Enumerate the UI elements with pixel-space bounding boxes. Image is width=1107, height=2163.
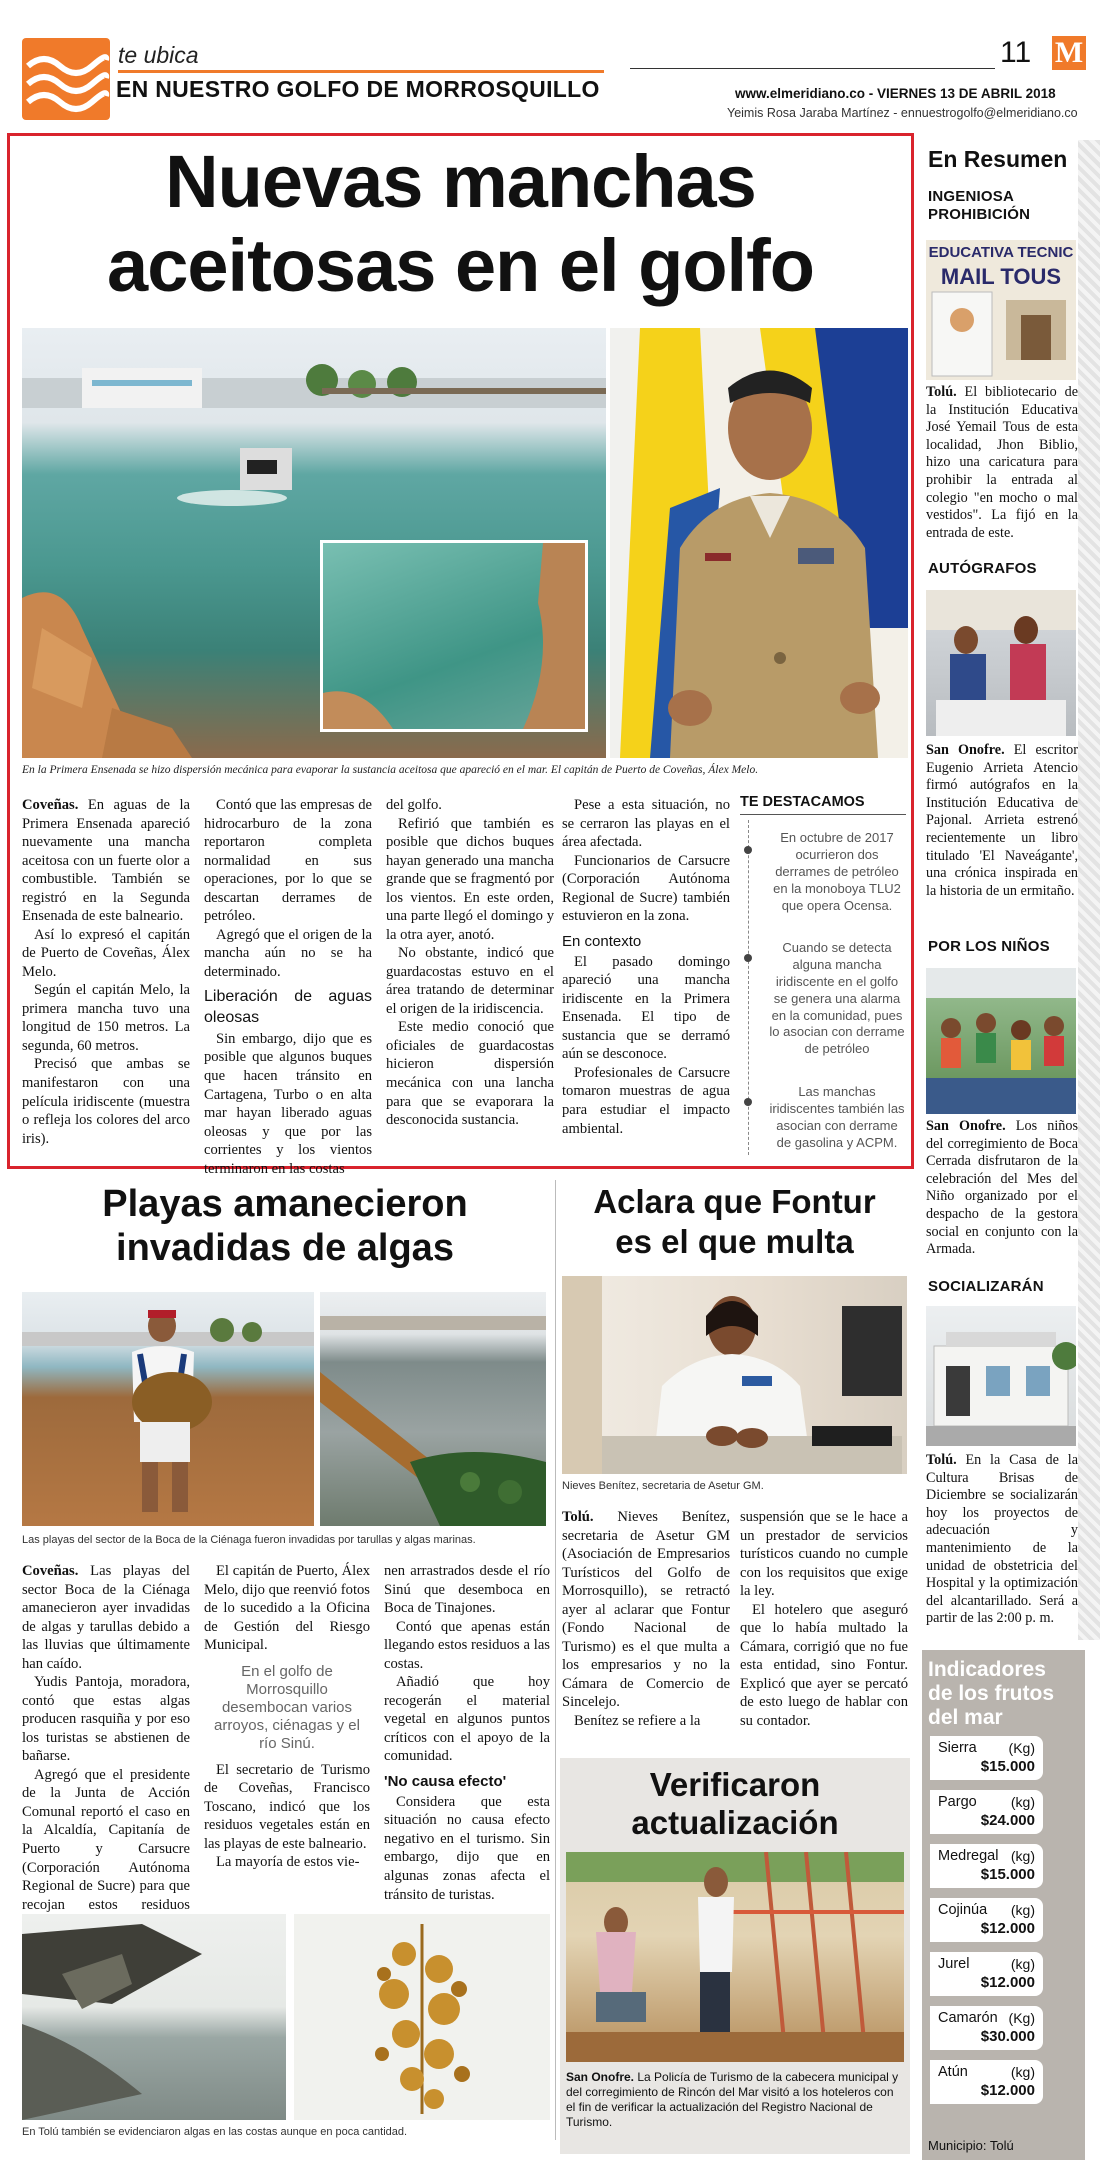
price-unit: (kg) bbox=[1010, 1956, 1035, 1972]
prices-title-line: Indicadores bbox=[928, 1658, 1046, 1681]
sidebar-item-heading bbox=[928, 188, 1030, 224]
paragraph: Refirió que también es posible que dichos buques hayan generado una mancha grande que se fragmentó por los vientos. En este orden, una parte llegó el domingo y la otra ayer, anotó. bbox=[386, 815, 554, 943]
paragraph: Este medio conoció que oficiales de guardacostas hicieron dispersión mecánica con una lancha para que se evaporara la desconocida sustancia. bbox=[386, 1019, 554, 1129]
sidebar-item-text bbox=[926, 384, 1078, 542]
pull-quote: En el golfo de Morrosquillo desembocan varios arroyos, ciénagas y el río Sinú. bbox=[214, 1662, 360, 1752]
sidebar-photo-children bbox=[926, 968, 1076, 1114]
subheading: 'No causa efecto' bbox=[384, 1772, 507, 1790]
subheading: Liberación de aguas oleosas bbox=[204, 988, 372, 1026]
price-row bbox=[930, 2060, 1043, 2104]
paragraph: Profesionales de Carsucre tomaron muestras de agua para estudiar el impacto ambiental. bbox=[562, 1064, 730, 1137]
price-row bbox=[930, 1790, 1043, 1834]
highlight-text: En octubre de 2017 ocurrieron dos derrames de petróleo en la monoboya TLU2 que opera Ocensa. bbox=[773, 830, 901, 913]
fontur-headline-line-1: Aclara que Fontur bbox=[593, 1183, 876, 1220]
paragraph: El hotelero que aseguró que lo había multado la Cámara, corrigió que no fue esta entidad, sino Fontur. Explicó que ayer se percató de esto luego de hablar con su contador. bbox=[740, 1601, 908, 1729]
price-value: $15.000 bbox=[980, 1866, 1035, 1883]
paragraph: Contó que las empresas de hidrocarburo de la zona reportaron completa normalidad en sus operaciones, por lo que se descartan derrames de petróleo. bbox=[204, 797, 372, 925]
dateline: Tolú. bbox=[926, 384, 957, 400]
sidebar-item-text bbox=[926, 1118, 1078, 1259]
sidebar-title: En Resumen bbox=[928, 146, 1068, 172]
price-name: Pargo bbox=[938, 1794, 977, 1810]
price-unit: (Kg) bbox=[1008, 2010, 1035, 2026]
algas-photo-shore bbox=[320, 1292, 546, 1526]
sidebar-heading-line: INGENIOSA bbox=[928, 188, 1014, 205]
sidebar-item-text bbox=[926, 1452, 1078, 1628]
dateline: Coveñas. bbox=[22, 797, 79, 813]
dateline: San Onofre. bbox=[926, 742, 1005, 758]
price-name: Sierra bbox=[938, 1740, 977, 1756]
highlights-box bbox=[740, 794, 906, 1162]
page-number: 11 bbox=[1000, 36, 1032, 69]
main-column-2 bbox=[204, 796, 372, 1178]
paragraph: nen arrastrados desde el río Sinú que desemboca en Boca de Tinajones. bbox=[384, 1563, 550, 1617]
paragraph: Pese a esta situación, no se cerraron las playas en el área afectada. bbox=[562, 797, 730, 851]
fontur-headline-line-2: es el que multa bbox=[615, 1223, 854, 1260]
price-row bbox=[930, 2006, 1043, 2050]
price-value: $30.000 bbox=[980, 2028, 1035, 2045]
algas-column-1 bbox=[22, 1562, 190, 1933]
fontur-headline bbox=[562, 1182, 907, 1262]
price-value: $12.000 bbox=[980, 1920, 1035, 1937]
algas-column-2 bbox=[204, 1562, 370, 1872]
paragraph: Las playas del sector Boca de la Ciénaga amanecieron ayer invadidas de algas y tarullas debido a las lluvias que últimamente han caído. bbox=[22, 1563, 190, 1672]
municipality-label: Municipio: Tolú bbox=[928, 2138, 1014, 2153]
main-photo-caption: En la Primera Ensenada se hizo dispersión mecánica para evaporar la sustancia aceitosa que apareció en el mar. El capitán de Puerto de Coveñas, Álex Melo. bbox=[22, 764, 759, 776]
price-row bbox=[930, 1844, 1043, 1888]
beach-photo bbox=[22, 328, 606, 758]
price-value: $12.000 bbox=[980, 2082, 1035, 2099]
price-name: Cojinúa bbox=[938, 1902, 988, 1918]
verificaron-caption bbox=[566, 2070, 904, 2130]
sidebar-item-heading: SOCIALIZARÁN bbox=[928, 1278, 1044, 1295]
bullet-icon bbox=[744, 1098, 752, 1106]
paragraph: El pasado domingo apareció una mancha iridiscente en la Primera Ensenada. El tipo de sustancia que se derramó aún se desconoce. bbox=[562, 953, 730, 1063]
section-logo-icon bbox=[22, 38, 110, 120]
fontur-column-2 bbox=[740, 1508, 908, 1730]
sidebar-pattern-strip bbox=[1078, 140, 1100, 1640]
section-rule bbox=[118, 70, 604, 73]
paragraph: Los niños del corregimiento de Boca Cerrada disfrutaron de la celebración del Mes del Niño organizado por el despacho de la gestora social en conjunto con la Armada. bbox=[926, 1118, 1078, 1258]
price-unit: (kg) bbox=[1010, 1902, 1035, 1918]
price-name: Camarón bbox=[938, 2010, 998, 2026]
price-value: $24.000 bbox=[980, 1812, 1035, 1829]
paragraph: El capitán de Puerto, Álex Melo, dijo que reenvió fotos de lo sucedido a la Oficina de Gestión del Riesgo Municipal. bbox=[204, 1563, 370, 1654]
paragraph: Contó que apenas están llegando estos residuos a las costas. bbox=[384, 1618, 550, 1672]
dateline: San Onofre. bbox=[926, 1118, 1006, 1134]
price-value: $15.000 bbox=[980, 1758, 1035, 1775]
main-headline-line-1: Nuevas manchas bbox=[165, 140, 756, 223]
vertical-divider bbox=[555, 1180, 556, 2140]
sign-text: EDUCATIVA TECNIC bbox=[928, 244, 1074, 261]
bullet-icon bbox=[744, 846, 752, 854]
paragraph: En aguas de la Primera Ensenada apareció nuevamente una mancha aceitosa con un fuerte olor a combustible. También se registró en la Segunda Ensenada de este balneario. bbox=[22, 797, 190, 925]
byline: Yeimis Rosa Jaraba Martínez - ennuestrogolfo@elmeridiano.co bbox=[727, 106, 1078, 120]
main-headline-line-2: aceitosas en el golfo bbox=[107, 224, 814, 307]
subheading: En contexto bbox=[562, 932, 642, 950]
sidebar-item-text bbox=[926, 742, 1078, 900]
paragraph: Funcionarios de Carsucre (Corporación Autónoma Regional de Sucre) también estuvieron en la zona. bbox=[562, 852, 730, 925]
price-unit: (kg) bbox=[1010, 1794, 1035, 1810]
site-date: www.elmeridiano.co - VIERNES 13 DE ABRIL 2018 bbox=[735, 86, 1056, 101]
paragraph: El bibliotecario de la Institución Educativa José Yemail Tous de esta localidad, Jhon Biblio, hizo una caricatura para prohibir la entrada al colegio "en mocho o mal vestidos". La fijó en la entrada de este. bbox=[926, 384, 1078, 541]
seafood-prices-list bbox=[922, 1736, 1085, 2136]
caption-text: La Policía de Turismo de la cabecera municipal y del corregimiento de Rincón del Mar visitó a los hoteleros con el fin de verificar la actualización del Registro Nacional de Turismo. bbox=[566, 2070, 899, 2129]
dateline: Coveñas. bbox=[22, 1563, 79, 1579]
highlights-title: TE DESTACAMOS bbox=[740, 794, 906, 815]
sidebar-photo-autographs bbox=[926, 590, 1076, 736]
algas-headline bbox=[22, 1182, 548, 1270]
price-unit: (Kg) bbox=[1008, 1740, 1035, 1756]
section-title: EN NUESTRO GOLFO DE MORROSQUILLO bbox=[116, 76, 600, 102]
price-value: $12.000 bbox=[980, 1974, 1035, 1991]
main-column-3 bbox=[386, 796, 554, 1130]
paragraph: Así lo expresó el capitán de Puerto de Coveñas, Álex Melo. bbox=[22, 926, 190, 980]
sidebar-photo-building bbox=[926, 1306, 1076, 1446]
paragraph: El secretario de Turismo de Coveñas, Francisco Toscano, indicó que los residuos vegetales están en las playas de este balneario. bbox=[204, 1761, 370, 1852]
paragraph: del golfo. bbox=[386, 797, 442, 813]
algas-column-3 bbox=[384, 1562, 550, 1904]
highlight-item bbox=[740, 830, 906, 914]
fontur-column-1 bbox=[562, 1508, 730, 1730]
paragraph: Yudis Pantoja, moradora, contó que estas algas producen rasquiña y por eso los turistas se abstienen de bañarse. bbox=[22, 1674, 190, 1765]
newspaper-logo-icon: M bbox=[1052, 36, 1086, 70]
sidebar-item-heading: AUTÓGRAFOS bbox=[928, 560, 1037, 577]
price-row bbox=[930, 1952, 1043, 1996]
highlight-text: Las manchas iridiscentes también las asocian con derrame de gasolina y ACPM. bbox=[769, 1084, 905, 1150]
paragraph: Precisó que ambas se manifestaron con una película iridiscente (muestra o refleja los colores del arco iris). bbox=[22, 1056, 190, 1147]
dateline: Tolú. bbox=[926, 1452, 957, 1468]
paragraph: Considera que esta situación no causa efecto negativo en el turismo. Sin embargo, dijo que en algunas zonas afecta el tránsito de turistas. bbox=[384, 1793, 550, 1903]
algas-headline-line-1: Playas amanecieron bbox=[102, 1183, 468, 1225]
price-name: Jurel bbox=[938, 1956, 970, 1972]
price-unit: (kg) bbox=[1010, 1848, 1035, 1864]
dateline: Tolú. bbox=[562, 1509, 594, 1525]
header-rule bbox=[630, 68, 995, 69]
paragraph: En la Casa de la Cultura Brisas de Diciembre se socializarán hoy los proyectos de adecuación y mantenimiento de la unidad de obstetricia del Hospital y la optimización del alcantarillado. Será a partir de las 2:00 p. m. bbox=[926, 1452, 1078, 1627]
algas-photo-man bbox=[22, 1292, 314, 1526]
verificaron-headline-line-1: Verificaron bbox=[649, 1766, 821, 1803]
paragraph: Añadió que hoy recogerán el material vegetal en algunos puntos críticos con el apoyo de la comunidad. bbox=[384, 1674, 550, 1765]
sign-text: MAIL TOUS bbox=[940, 264, 1062, 289]
prices-title-line: de los frutos bbox=[928, 1682, 1055, 1705]
paragraph: Benítez se refiere a la bbox=[574, 1712, 701, 1729]
page-header bbox=[0, 0, 1107, 130]
paragraph: Según el capitán Melo, la primera mancha tuvo una longitud de 150 metros. La segunda, 60 metros. bbox=[22, 982, 190, 1054]
paragraph: El escritor Eugenio Arrieta Atencio firmó autógrafos en la Institución Educativa de Pajonal. Arrieta estrenó recientemente un libro titulado 'El Naveágante', una crónica inspirada en la historia de un ermitaño. bbox=[926, 742, 1078, 899]
algas-caption-top: Las playas del sector de la Boca de la Ciénaga fueron invadidas por tarullas y algas marinas. bbox=[22, 1534, 476, 1546]
seaweed-closeup-photo bbox=[294, 1914, 550, 2120]
paragraph: Nieves Benítez, secretaria de Asetur GM (Asociación de Empresarios Turísticos del Golfo de Morrosquillo), se retractó ayer al aclarar que Fontur (Fondo Nacional de Turismo) es el que multa a los empresarios y no la Cámara de Comercio de Sincelejo. bbox=[562, 1509, 730, 1711]
bullet-icon bbox=[744, 954, 752, 962]
nieves-photo bbox=[562, 1276, 907, 1474]
paragraph: No obstante, indicó que guardacostas estuvo en el área tratando de determinar el origen de la iridiscencia. bbox=[386, 945, 554, 1017]
main-column-1 bbox=[22, 796, 190, 1148]
algas-caption-bottom: En Tolú también se evidenciaron algas en las costas aunque en poca cantidad. bbox=[22, 2126, 408, 2138]
algas-headline-line-2: invadidas de algas bbox=[116, 1227, 454, 1269]
tolu-shore-photo bbox=[22, 1914, 286, 2120]
main-headline bbox=[14, 140, 907, 308]
prices-title-line: del mar bbox=[928, 1706, 1003, 1729]
section-kicker: te ubica bbox=[118, 42, 199, 68]
seafood-prices-title bbox=[928, 1658, 1083, 1730]
verificaron-headline bbox=[560, 1766, 910, 1842]
price-unit: (kg) bbox=[1010, 2064, 1035, 2080]
sidebar-heading-line: PROHIBICIÓN bbox=[928, 206, 1031, 223]
price-row bbox=[930, 1736, 1043, 1780]
fontur-caption: Nieves Benítez, secretaria de Asetur GM. bbox=[562, 1480, 764, 1492]
dateline: San Onofre. bbox=[566, 2070, 635, 2084]
sidebar-photo-sign bbox=[926, 240, 1076, 380]
price-name: Medregal bbox=[938, 1848, 999, 1864]
paragraph: La mayoría de estos vie- bbox=[216, 1854, 360, 1871]
paragraph: suspensión que se le hace a un prestador de servicios turísticos cuando no cumple con los requisitos que exige la ley. bbox=[740, 1509, 908, 1600]
police-visit-photo bbox=[566, 1852, 904, 2062]
paragraph: Sin embargo, dijo que es posible que algunos buques que hacen tránsito en Cartagena, Turbo o en alta mar hayan liberado aguas oleosas y que por las corrientes y los vientos terminaron en las costas bbox=[204, 1030, 372, 1177]
price-row bbox=[930, 1898, 1043, 1942]
paragraph: Agregó que el origen de la mancha aún no se ha determinado. bbox=[204, 926, 372, 980]
paragraph: Agregó que el presidente de la Junta de Acción Comunal reportó el caso en la Alcaldía, Capitanía de Puerto y Carsucre (Corporación Autónoma Regional de Sucre) para que recojan estos residuos bbox=[22, 1766, 190, 1913]
highlight-item bbox=[740, 940, 906, 1058]
highlight-item bbox=[740, 1084, 906, 1152]
price-name: Atún bbox=[938, 2064, 968, 2080]
verificaron-headline-line-2: actualización bbox=[631, 1804, 839, 1841]
sidebar-item-heading: POR LOS NIÑOS bbox=[928, 938, 1050, 955]
captain-photo bbox=[610, 328, 908, 758]
beach-photo-inset bbox=[320, 540, 588, 732]
main-column-4 bbox=[562, 796, 730, 1138]
highlight-text: Cuando se detecta alguna mancha iridiscente en el golfo se genera una alarma en la comunidad, pues lo asocian con derrame de petróleo bbox=[769, 940, 905, 1057]
